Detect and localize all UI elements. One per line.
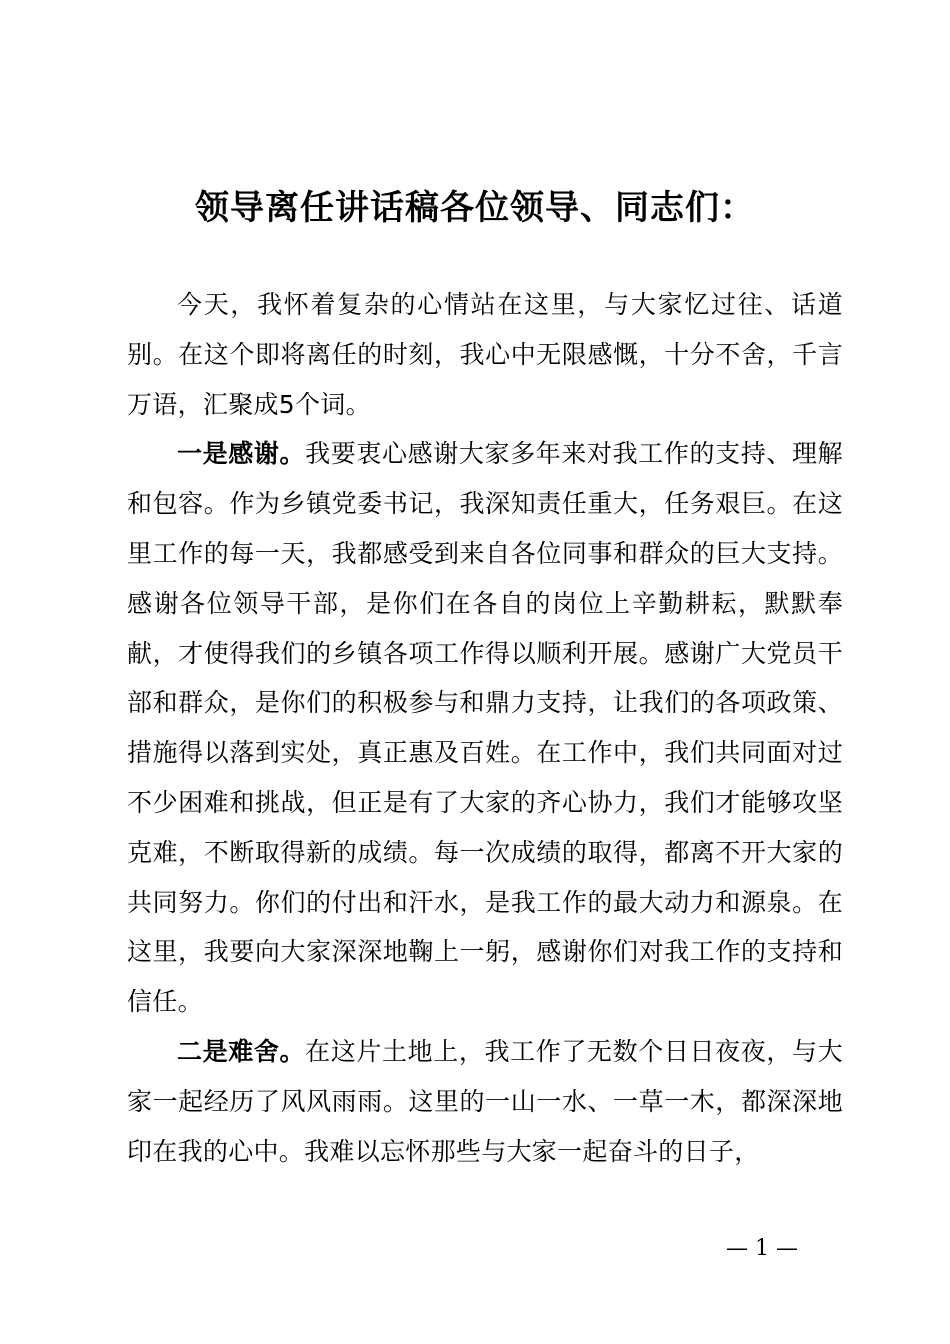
paragraph-lead: 一是感谢。 (177, 439, 306, 469)
paragraph-gratitude (127, 429, 843, 1027)
document-title: 领导离任讲话稿各位领导、同志们： (195, 188, 755, 228)
paragraph-reluctance (127, 1027, 843, 1176)
paragraph-text: 我要衷心感谢大家多年来对我工作的支持、理解和包容。作为乡镇党委书记，我深知责任重大，任务艰巨。在这里工作的每一天，我都感受到来自各位同事和群众的巨大支持。感谢各位领导干部，是你们在各自的岗位上辛勤耕耘，默默奉献，才使得我们的乡镇各项工作得以顺利开展。感谢广大党员干部和群众，是你们的积极参与和鼎力支持，让我们的各项政策、措施得以落到实处，真正惠及百姓。在工作中，我们共同面对过不少困难和挑战，但正是有了大家的齐心协力，我们才能够攻坚克难，不断取得新的成绩。每一次成绩的取得，都离不开大家的共同努力。你们的付出和汗水，是我工作的最大动力和源泉。在这里，我要向大家深深地鞠上一躬，感谢你们对我工作的支持和信任。 (127, 439, 843, 1017)
page-number: — 1 — (726, 1236, 798, 1261)
paragraph-intro (127, 280, 843, 429)
document-body (127, 280, 843, 1176)
page-footer (0, 1234, 950, 1264)
paragraph-lead: 二是难舍。 (177, 1036, 306, 1066)
paragraph-text: 今天，我怀着复杂的心情站在这里，与大家忆过往、话道别。在这个即将离任的时刻，我心中无限感慨，十分不舍，千言万语，汇聚成5个词。 (127, 290, 843, 419)
paragraph-text: 在这片土地上，我工作了无数个日日夜夜，与大家一起经历了风风雨雨。这里的一山一水、一草一木，都深深地印在我的心中。我难以忘怀那些与大家一起奋斗的日子， (127, 1036, 843, 1166)
